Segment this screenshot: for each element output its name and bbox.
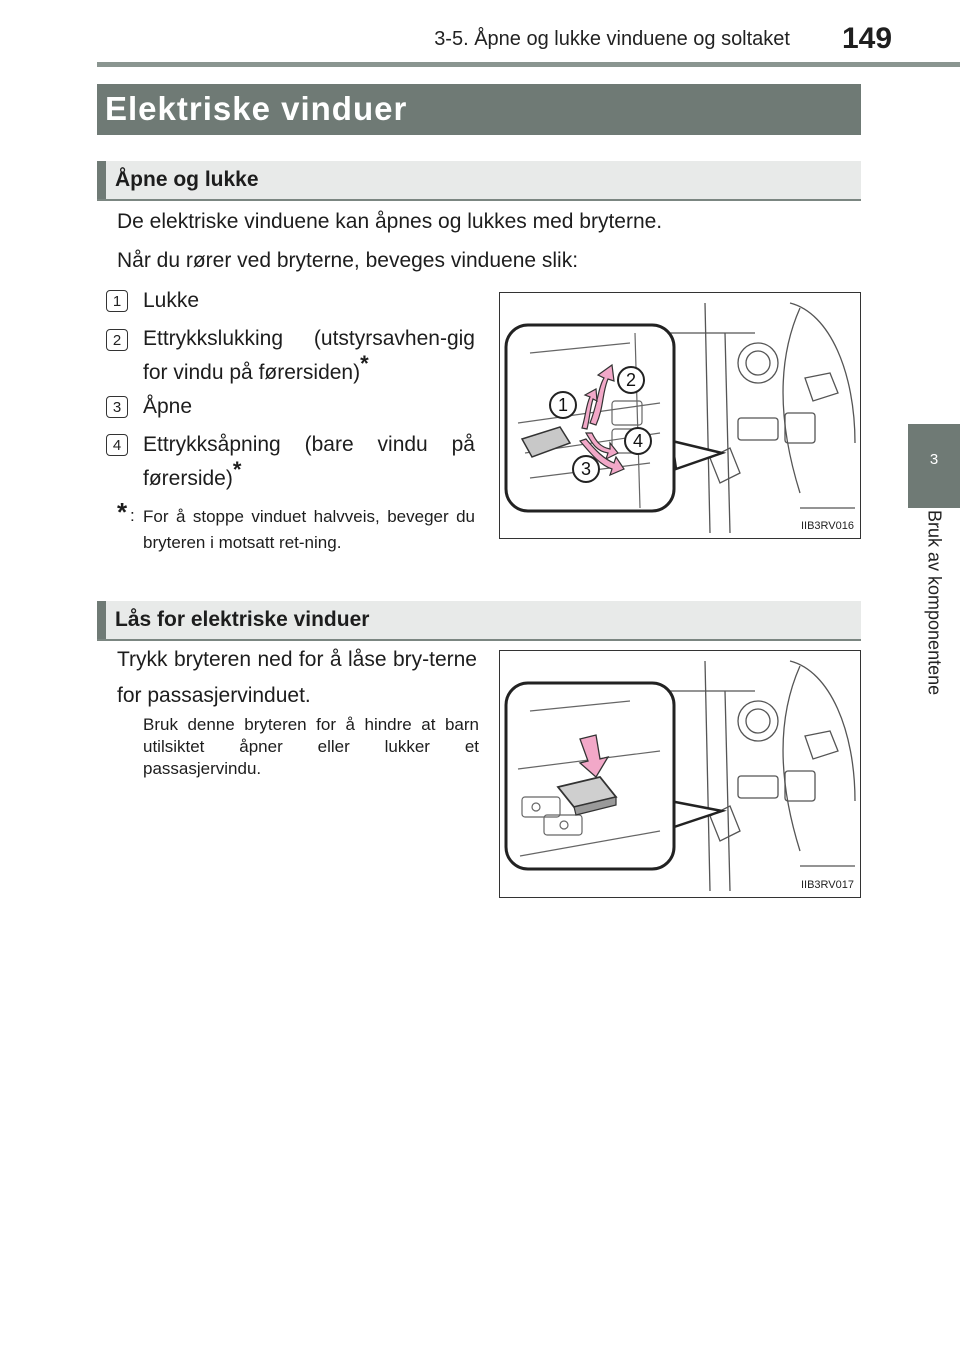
list-item-text: Ettrykksåpning (bare vindu på førerside) [143, 433, 475, 490]
steering-wheel-rim [790, 661, 855, 801]
window-switch-drawing [500, 293, 859, 537]
callout-label-4: 4 [632, 431, 644, 451]
section-title: Elektriske vinduer [105, 90, 408, 127]
footnote-colon: : [130, 506, 135, 525]
chapter-side-label: Bruk av komponentene [924, 510, 945, 696]
page-number: 149 [842, 22, 893, 55]
subheading-open-close [97, 161, 861, 201]
list-number-4: 4 [106, 434, 128, 456]
subheading-window-lock-text: Lås for elektriske vinduer [115, 608, 370, 631]
intro-paragraph-2: Når du rører ved bryterne, beveges vinduene slik: [117, 249, 579, 272]
lock-instruction: Trykk bryteren ned for å låse bry-terne for passasjervinduet. [117, 648, 477, 707]
list-item-auto-close [143, 322, 475, 390]
chapter-title: 3-5. Åpne og lukke vinduene og soltaket [434, 28, 790, 50]
chapter-side-label-wrap [908, 510, 960, 740]
lock-note: Bruk denne bryteren for å hindre at barn utilsiktet åpner eller lukker et passasjervindu. [143, 715, 479, 778]
chapter-tab [908, 424, 960, 508]
footnote-asterisk: * [117, 497, 128, 527]
list-item-auto-open [143, 428, 475, 496]
figure-code: IIB3RV017 [800, 879, 854, 891]
list-item-text: Ettrykkslukking (utstyrsavhen-gig for vindu på førersiden) [143, 327, 475, 384]
list-item-open [143, 390, 475, 424]
list-item-text: Lukke [143, 289, 200, 312]
subheading-window-lock [97, 601, 861, 641]
asterisk-mark: * [232, 457, 242, 482]
callout-pointer [670, 801, 722, 827]
list-number-3: 3 [106, 396, 128, 418]
window-lock-illustration [499, 650, 861, 898]
list-number-2: 2 [106, 329, 128, 351]
section-title-bar [97, 84, 861, 135]
window-lock-drawing [500, 651, 859, 896]
intro-paragraph-1: De elektriske vinduene kan åpnes og lukkes med bryterne. [117, 210, 663, 233]
list-number-1: 1 [106, 290, 128, 312]
callout-label-2: 2 [625, 370, 637, 390]
callout-pointer [672, 441, 722, 469]
steering-wheel-rim [790, 303, 855, 443]
list-item-text: Åpne [143, 395, 193, 418]
asterisk-mark: * [360, 351, 369, 376]
callout-label-1: 1 [557, 395, 569, 415]
figure-code: IIB3RV016 [800, 520, 854, 532]
footnote-text: For å stoppe vinduet halvveis, beveger du bryteren i motsatt ret-ning. [143, 507, 475, 552]
window-switch-illustration [499, 292, 861, 539]
subheading-open-close-text: Åpne og lukke [115, 168, 259, 191]
header-rule [97, 62, 960, 67]
callout-label-3: 3 [580, 459, 592, 479]
list-item-close [143, 284, 475, 318]
chapter-tab-number: 3 [929, 451, 939, 468]
